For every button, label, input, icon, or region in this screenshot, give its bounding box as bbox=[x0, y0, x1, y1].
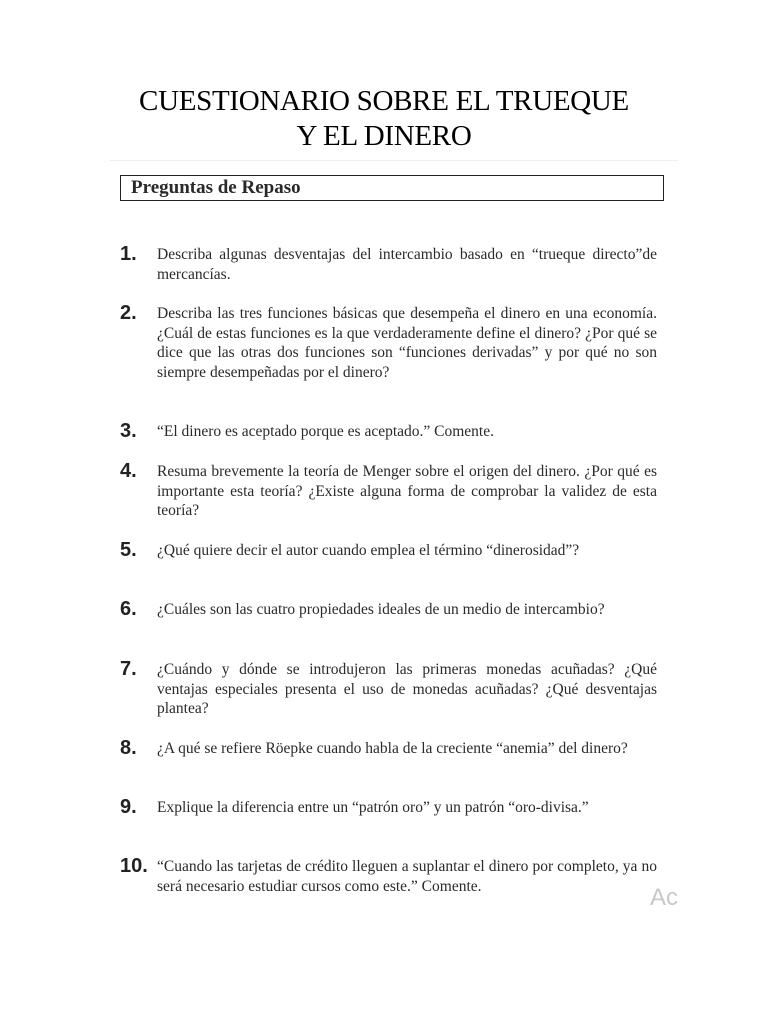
question-text: ¿Cuáles son las cuatro propiedades ideales de un medio de intercambio? bbox=[157, 601, 605, 618]
section-title: Preguntas de Repaso bbox=[131, 177, 301, 198]
question-number: 9. bbox=[120, 796, 137, 818]
question-number: 1. bbox=[120, 243, 137, 265]
question-number: 3. bbox=[120, 420, 137, 442]
question-number: 7. bbox=[120, 658, 137, 680]
question-text: ¿A qué se refiere Röepke cuando habla de la creciente “anemia” del dinero? bbox=[157, 740, 628, 757]
question-text: Describa algunas desventajas del intercambio basado en “trueque directo”de mercancías. bbox=[157, 246, 657, 283]
question-text: Explique la diferencia entre un “patrón oro” y un patrón “oro-divisa.” bbox=[157, 799, 589, 816]
page-title-line-2: Y EL DINERO bbox=[296, 120, 472, 152]
question-number: 5. bbox=[120, 539, 137, 561]
question-text: Resuma brevemente la teoría de Menger sobre el origen del dinero. ¿Por qué es importante esta teoría? ¿Existe alguna forma de comprobar la validez de esta teoría? bbox=[157, 463, 657, 519]
question-number: 6. bbox=[120, 598, 137, 620]
question-number: 2. bbox=[120, 302, 137, 324]
corner-watermark: Ac bbox=[650, 884, 679, 911]
question-text: Describa las tres funciones básicas que desempeña el dinero en una economía. ¿Cuál de estas funciones es la que verdaderamente define el dinero? ¿Por qué se dice que las otras dos funciones son “funciones derivadas” y por qué no son siempre desempeñadas por el dinero? bbox=[157, 305, 657, 381]
question-number: 4. bbox=[120, 460, 137, 482]
question-text: ¿Qué quiere decir el autor cuando emplea el término “dinerosidad”? bbox=[157, 542, 580, 559]
page-title bbox=[0, 84, 768, 154]
question-number: 10. bbox=[120, 855, 148, 877]
section-header-box bbox=[120, 175, 664, 201]
question-text: ¿Cuándo y dónde se introdujeron las primeras monedas acuñadas? ¿Qué ventajas especiales presenta el uso de monedas acuñadas? ¿Qué desventajas plantea? bbox=[157, 661, 657, 717]
scanned-question-sheet bbox=[110, 160, 678, 931]
question-text: “El dinero es aceptado porque es aceptado.” Comente. bbox=[157, 423, 494, 440]
question-number: 8. bbox=[120, 737, 137, 759]
page-title-line-1: CUESTIONARIO SOBRE EL TRUEQUE bbox=[139, 85, 629, 117]
question-text: “Cuando las tarjetas de crédito lleguen a suplantar el dinero por completo, ya no será necesario estudiar cursos como este.” Comente. bbox=[157, 858, 657, 895]
